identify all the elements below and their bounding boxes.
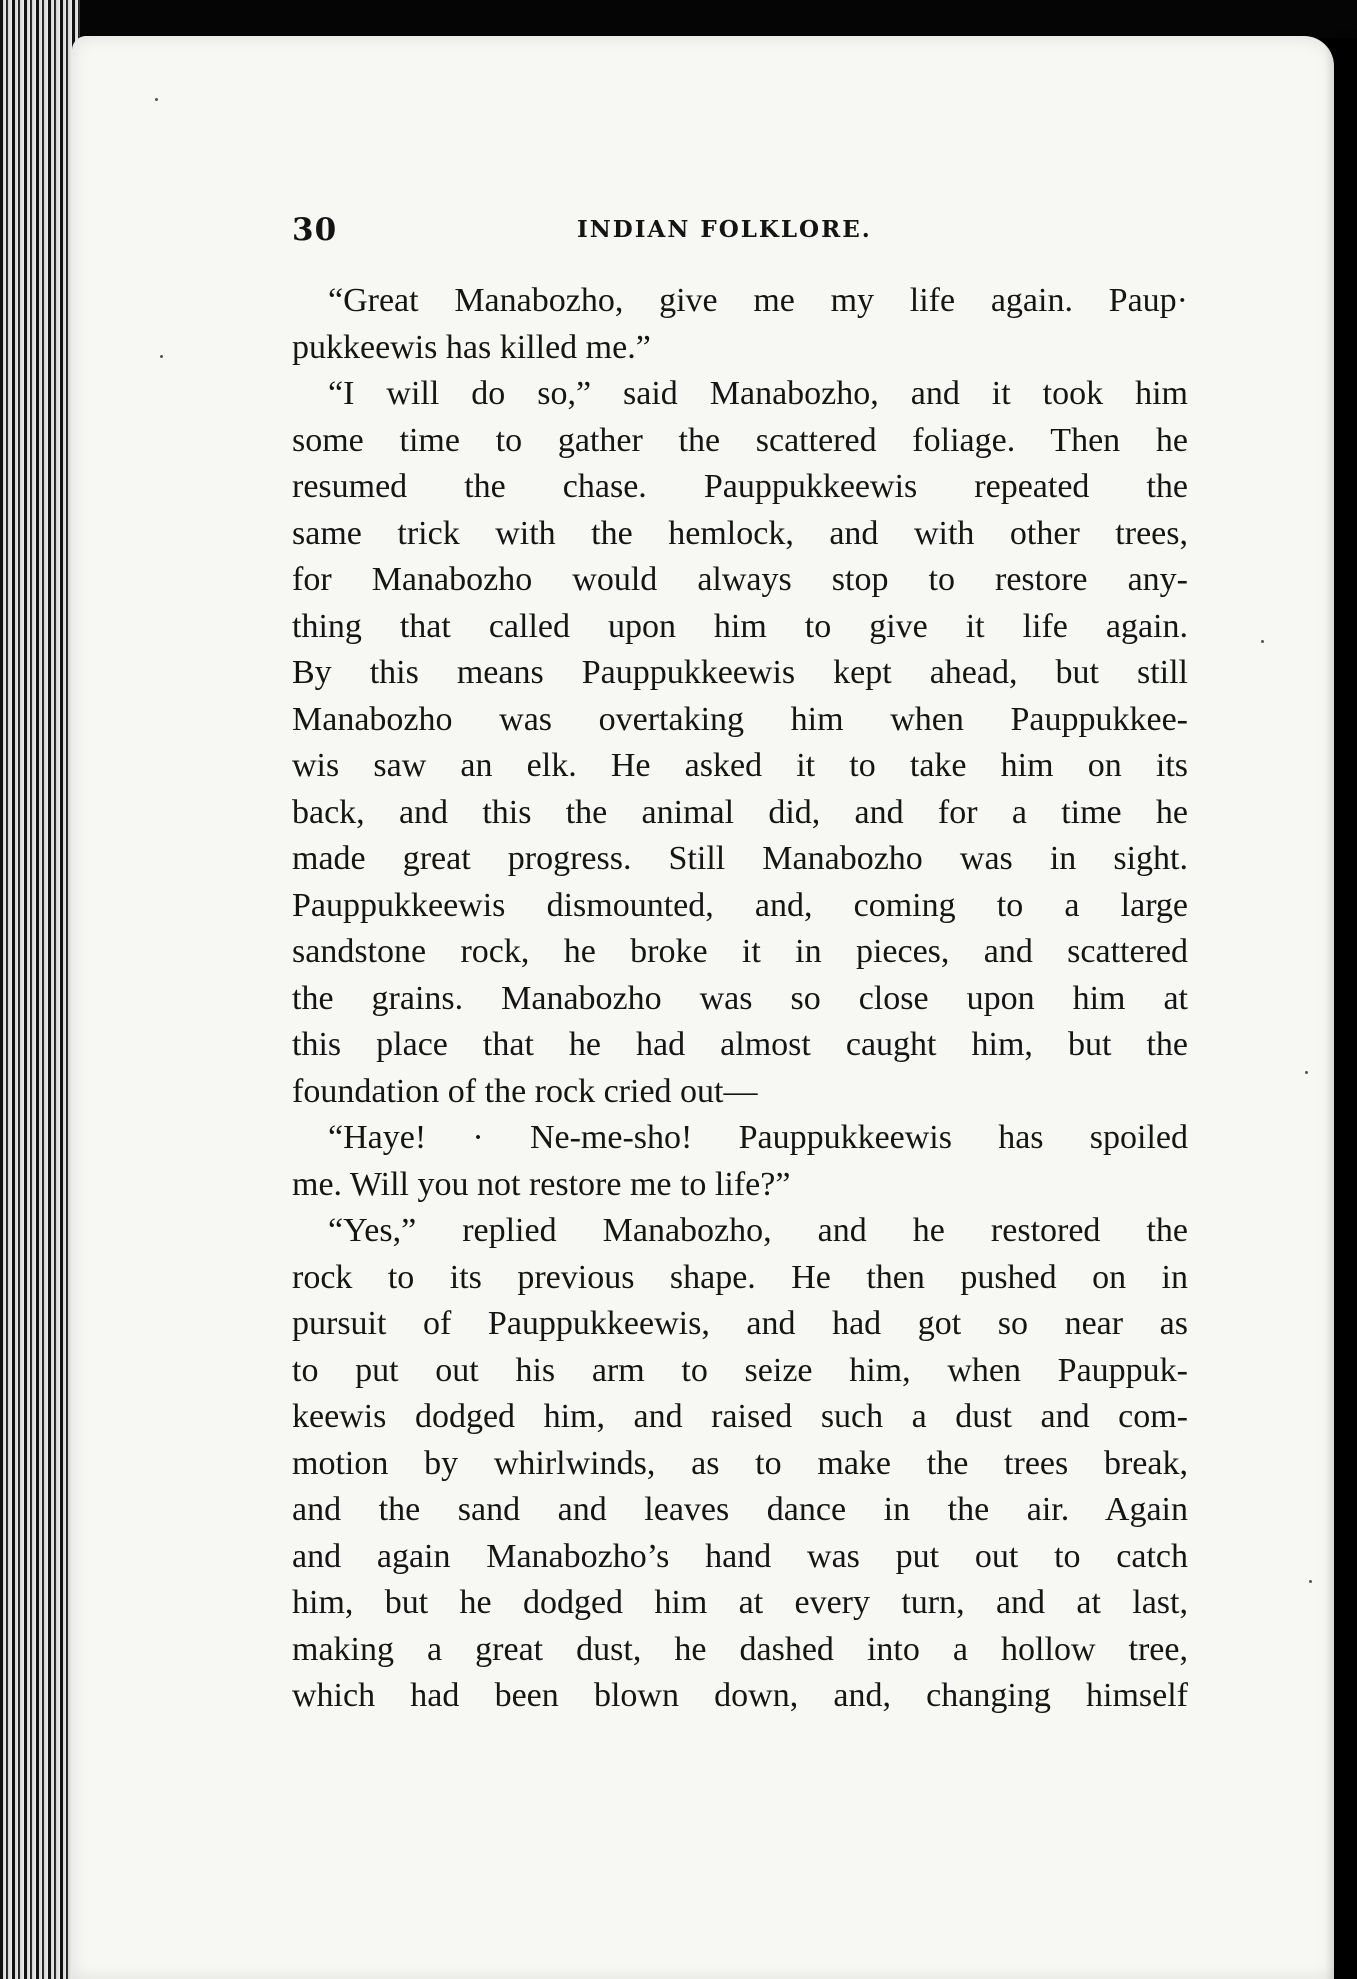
book-spine-edge xyxy=(0,0,80,1979)
paper-speck xyxy=(1309,1580,1312,1583)
text-line: rock to its previous shape. He then pushed on in xyxy=(292,1258,1188,1296)
text-line: resumed the chase. Pauppukkeewis repeated the xyxy=(292,468,1188,505)
text-line: “Great Manabozho, give me my life again. Paup· xyxy=(328,282,1188,319)
text-line: foundation of the rock cried out— xyxy=(292,1072,758,1110)
text-line: which had been blown down, and, changing himself xyxy=(292,1677,1188,1714)
text-line: “Haye! · Ne-me-sho! Pauppukkeewis has spoiled xyxy=(328,1119,1188,1156)
scan-top-border xyxy=(0,0,1357,38)
text-line: same trick with the hemlock, and with other trees, xyxy=(292,514,1188,552)
text-line: back, and this the animal did, and for a time he xyxy=(292,793,1188,831)
text-line: pursuit of Pauppukkeewis, and had got so near as xyxy=(292,1305,1188,1342)
text-line: keewis dodged him, and raised such a dust and com- xyxy=(292,1398,1188,1435)
text-line: made great progress. Still Manabozho was in sight. xyxy=(292,840,1188,877)
text-line: “I will do so,” said Manabozho, and it took him xyxy=(328,375,1188,412)
text-line: wis saw an elk. He asked it to take him on its xyxy=(292,747,1188,784)
text-line: Pauppukkeewis dismounted, and, coming to a large xyxy=(292,886,1188,924)
page-header xyxy=(292,212,902,252)
text-line: him, but he dodged him at every turn, and at last, xyxy=(292,1584,1188,1621)
text-line: and again Manabozho’s hand was put out to catch xyxy=(292,1537,1188,1575)
text-line: to put out his arm to seize him, when Pauppuk- xyxy=(292,1351,1188,1389)
body-text xyxy=(292,278,1188,1720)
text-line: and the sand and leaves dance in the air. Again xyxy=(292,1491,1188,1528)
text-line: sandstone rock, he broke it in pieces, and scattered xyxy=(292,933,1188,970)
text-line: this place that he had almost caught him, but the xyxy=(292,1026,1188,1063)
paper-speck xyxy=(1261,640,1264,643)
text-line: Manabozho was overtaking him when Pauppukkee- xyxy=(292,700,1188,738)
text-line: making a great dust, he dashed into a hollow tree, xyxy=(292,1630,1188,1668)
text-line: “Yes,” replied Manabozho, and he restored the xyxy=(328,1212,1188,1249)
text-line: for Manabozho would always stop to restore any- xyxy=(292,561,1188,598)
text-line: thing that called upon him to give it life again. xyxy=(292,607,1188,645)
running-head: INDIAN FOLKLORE. xyxy=(577,216,872,243)
text-line: By this means Pauppukkeewis kept ahead, but still xyxy=(292,654,1188,691)
text-line: motion by whirlwinds, as to make the trees break, xyxy=(292,1444,1188,1482)
text-line: some time to gather the scattered foliage. Then he xyxy=(292,421,1188,459)
page-edge-shadow xyxy=(1325,30,1357,1979)
page-number: 30 xyxy=(292,212,338,248)
paper-speck xyxy=(1305,1071,1308,1074)
text-line: the grains. Manabozho was so close upon him at xyxy=(292,979,1188,1017)
text-line: pukkeewis has killed me.” xyxy=(292,328,651,366)
paper-speck xyxy=(155,98,158,101)
text-line: me. Will you not restore me to life?” xyxy=(292,1165,791,1203)
paper-speck xyxy=(160,355,163,358)
